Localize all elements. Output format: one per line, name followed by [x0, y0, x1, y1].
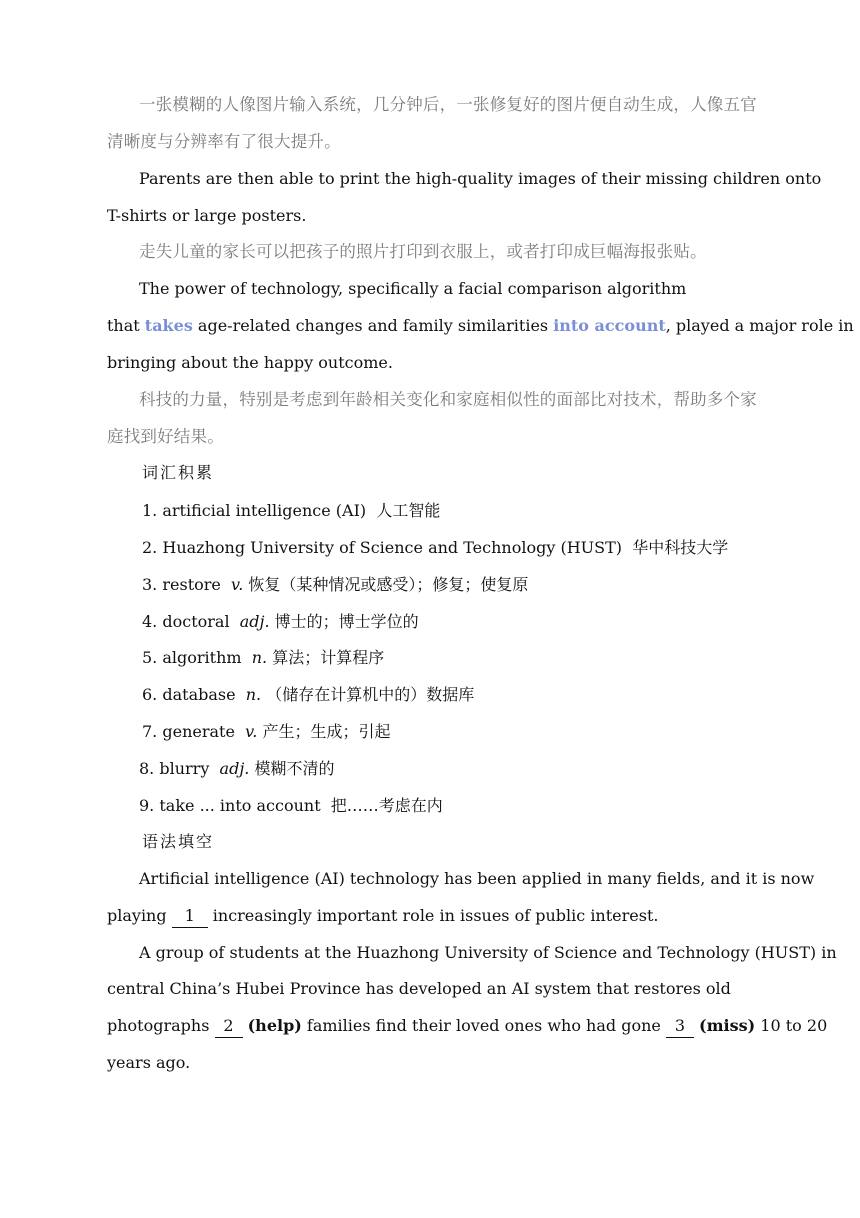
paragraph-zh-5-line-2: 庭找到好结果。	[107, 427, 224, 446]
vocab-item	[142, 684, 474, 706]
vocab-meaning: 产生；生成；引起	[262, 722, 391, 741]
vocab-part-of-speech: adj.	[239, 612, 270, 631]
hint-help: (help)	[247, 1016, 302, 1035]
vocab-meaning: 算法；计算程序	[272, 648, 385, 667]
grammar-paragraph-1-line-2	[107, 905, 658, 928]
vocab-term: artificial intelligence (AI)	[162, 501, 367, 520]
vocab-number: 4.	[142, 612, 158, 631]
text-segment: 10 to 20	[755, 1016, 828, 1035]
vocab-number: 3.	[142, 575, 158, 594]
vocab-term: database	[162, 685, 236, 704]
highlight-takes: takes	[144, 316, 193, 335]
vocab-item	[139, 795, 443, 817]
vocab-number: 9.	[139, 796, 155, 815]
text-segment: photographs	[107, 1016, 215, 1035]
vocab-number: 7.	[142, 722, 158, 741]
text-segment: increasingly important role in issues of public interest.	[207, 906, 659, 925]
vocab-meaning: 把……考虑在内	[330, 796, 443, 815]
vocab-item	[139, 758, 334, 780]
vocab-number: 2.	[142, 538, 158, 557]
vocab-heading: 词汇积累	[142, 463, 215, 482]
vocab-meaning: 人工智能	[376, 501, 441, 520]
paragraph-en-4-line-1: The power of technology, specifically a facial comparison algorithm	[139, 279, 687, 298]
highlight-into-account: into account	[553, 316, 666, 335]
vocab-term: algorithm	[162, 648, 242, 667]
paragraph-zh-1-line-1: 一张模糊的人像图片输入系统，几分钟后，一张修复好的图片便自动生成，人像五官	[139, 95, 757, 114]
grammar-paragraph-1-line-1: Artificial intelligence (AI) technology has been applied in many fields, and it is now	[139, 869, 815, 888]
text-segment: , played a major role in	[665, 316, 854, 335]
grammar-paragraph-2-line-1: A group of students at the Huazhong University of Science and Technology (HUST) in	[139, 943, 837, 962]
vocab-meaning: 模糊不清的	[254, 759, 335, 778]
vocab-item	[142, 500, 440, 522]
paragraph-zh-1-line-2: 清晰度与分辨率有了很大提升。	[107, 132, 341, 151]
text-segment: that	[107, 316, 145, 335]
text-segment: age-related changes and family similarities	[192, 316, 554, 335]
vocab-item	[142, 574, 528, 596]
blank-1[interactable]: 1	[172, 905, 208, 928]
vocab-part-of-speech: v.	[245, 722, 258, 741]
text-segment: families find their loved ones who had gone	[301, 1016, 666, 1035]
vocab-part-of-speech: n.	[245, 685, 262, 704]
hint-miss: (miss)	[699, 1016, 756, 1035]
text-segment: playing	[107, 906, 172, 925]
paragraph-en-2-line-1: Parents are then able to print the high-quality images of their missing children onto	[139, 169, 822, 188]
vocab-part-of-speech: v.	[231, 575, 244, 594]
vocab-number: 1.	[142, 501, 158, 520]
grammar-heading: 语法填空	[142, 832, 215, 851]
vocab-term: take ... into account	[159, 796, 321, 815]
vocab-part-of-speech: adj.	[219, 759, 250, 778]
vocab-term: doctoral	[162, 612, 230, 631]
paragraph-zh-5-line-1: 科技的力量，特别是考虑到年龄相关变化和家庭相似性的面部比对技术，帮助多个家	[139, 390, 757, 409]
blank-2[interactable]: 2	[215, 1015, 243, 1038]
vocab-item	[142, 611, 419, 633]
blank-3[interactable]: 3	[666, 1015, 694, 1038]
vocab-meaning: 华中科技大学	[632, 538, 729, 557]
vocab-number: 8.	[139, 759, 155, 778]
paragraph-en-4-line-2	[107, 315, 854, 337]
vocab-item	[142, 721, 390, 743]
paragraph-en-2-line-2: T-shirts or large posters.	[107, 206, 307, 225]
vocab-number: 6.	[142, 685, 158, 704]
vocab-part-of-speech: n.	[251, 648, 268, 667]
paragraph-en-4-line-3: bringing about the happy outcome.	[107, 353, 393, 372]
vocab-meaning: 恢复（某种情况或感受）；修复；使复原	[248, 575, 529, 594]
paragraph-zh-3-line-1: 走失儿童的家长可以把孩子的照片打印到衣服上，或者打印成巨幅海报张贴。	[139, 242, 707, 261]
vocab-term: Huazhong University of Science and Technology (HUST)	[162, 538, 623, 557]
grammar-paragraph-2-line-4: years ago.	[107, 1053, 191, 1072]
grammar-paragraph-2-line-2: central China’s Hubei Province has developed an AI system that restores old	[107, 979, 731, 998]
vocab-term: generate	[162, 722, 235, 741]
grammar-paragraph-2-line-3	[107, 1015, 827, 1038]
vocab-term: restore	[162, 575, 221, 594]
vocab-number: 5.	[142, 648, 158, 667]
vocab-item	[142, 647, 384, 669]
vocab-item	[142, 537, 728, 559]
vocab-meaning: （储存在计算机中的）数据库	[266, 685, 475, 704]
vocab-term: blurry	[159, 759, 210, 778]
vocab-meaning: 博士的；博士学位的	[274, 612, 419, 631]
